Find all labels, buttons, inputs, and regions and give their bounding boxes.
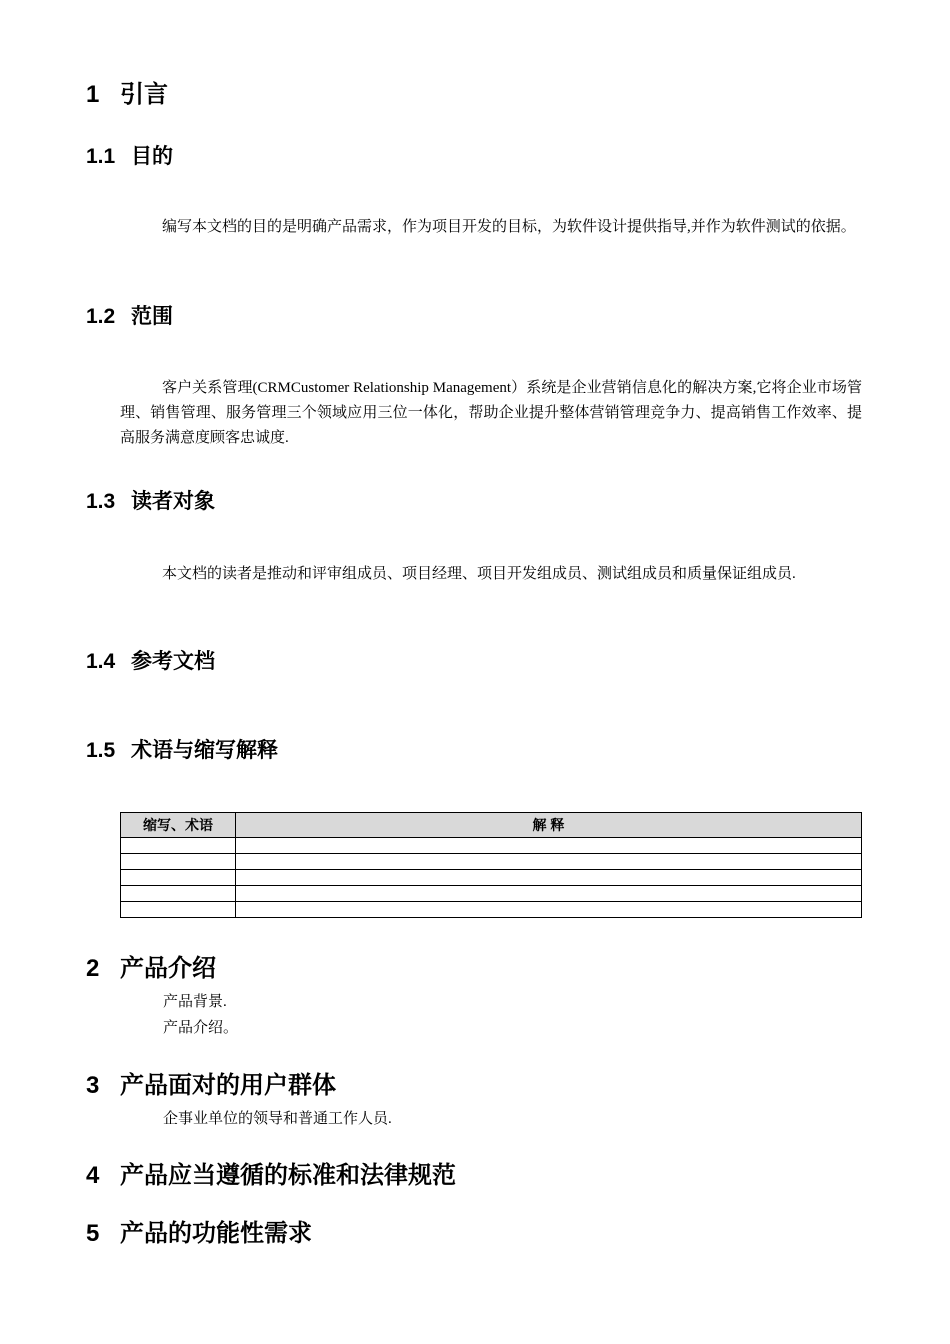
heading-1-5	[86, 734, 278, 764]
heading-number: 1.4	[86, 650, 116, 673]
audience-paragraph: 本文档的读者是推动和评审组成员、项目经理、项目开发组成员、测试组成员和质量保证组成员.	[162, 566, 796, 582]
user-group-line: 企事业单位的领导和普通工作人员.	[163, 1111, 392, 1127]
product-background-line: 产品背景.	[163, 994, 227, 1010]
heading-1-2	[86, 300, 173, 330]
table-cell	[236, 838, 862, 854]
heading-3	[86, 1065, 336, 1100]
heading-number: 5	[86, 1220, 100, 1247]
heading-title: 目的	[131, 145, 173, 168]
table-row	[121, 854, 862, 870]
heading-number: 1.3	[86, 490, 116, 513]
table-row	[121, 870, 862, 886]
purpose-paragraph: 编写本文档的目的是明确产品需求，作为项目开发的目标，为软件设计提供指导,并作为软件测试的依据。	[162, 219, 856, 235]
heading-title: 产品面对的用户群体	[120, 1072, 336, 1099]
heading-number: 1.5	[86, 739, 116, 762]
heading-title: 范围	[131, 305, 173, 328]
heading-number: 4	[86, 1162, 100, 1189]
heading-number: 3	[86, 1072, 100, 1099]
heading-number: 1.2	[86, 305, 116, 328]
heading-title: 读者对象	[131, 490, 215, 513]
heading-title: 产品的功能性需求	[120, 1220, 312, 1247]
table-row	[121, 838, 862, 854]
table-cell	[121, 870, 236, 886]
table-row	[121, 902, 862, 918]
table-cell	[236, 870, 862, 886]
table-cell	[236, 854, 862, 870]
terms-table	[120, 812, 862, 918]
table-cell	[121, 854, 236, 870]
heading-title: 产品介绍	[120, 955, 216, 982]
table-row	[121, 886, 862, 902]
heading-number: 1.1	[86, 145, 116, 168]
table-cell	[236, 902, 862, 918]
heading-title: 产品应当遵循的标准和法律规范	[120, 1162, 456, 1189]
heading-4	[86, 1155, 456, 1190]
scope-paragraph: 客户关系管理(CRMCustomer Relationship Management）系统是企业营销信息化的解决方案,它将企业市场管理、销售管理、服务管理三个领域应用三位一体化，帮助企业提升整体营销管理竞争力、提高销售工作效率、提高服务满意度顾客忠诚度.	[120, 380, 862, 446]
heading-number: 1	[86, 81, 100, 108]
heading-title: 术语与缩写解释	[131, 739, 278, 762]
product-intro-line: 产品介绍。	[163, 1020, 239, 1036]
table-cell	[236, 886, 862, 902]
heading-1-1	[86, 140, 173, 170]
table-cell	[121, 902, 236, 918]
heading-1-4	[86, 645, 215, 675]
table-cell	[121, 886, 236, 902]
heading-title: 引言	[120, 81, 168, 108]
table-cell	[121, 838, 236, 854]
heading-5	[86, 1213, 312, 1248]
table-header-row	[121, 813, 862, 838]
heading-number: 2	[86, 955, 100, 982]
heading-1	[86, 74, 168, 109]
heading-1-3	[86, 485, 215, 515]
column-header-term: 缩写、术语	[121, 813, 236, 838]
heading-title: 参考文档	[131, 650, 215, 673]
heading-2	[86, 948, 216, 983]
column-header-explanation: 解 释	[236, 813, 862, 838]
